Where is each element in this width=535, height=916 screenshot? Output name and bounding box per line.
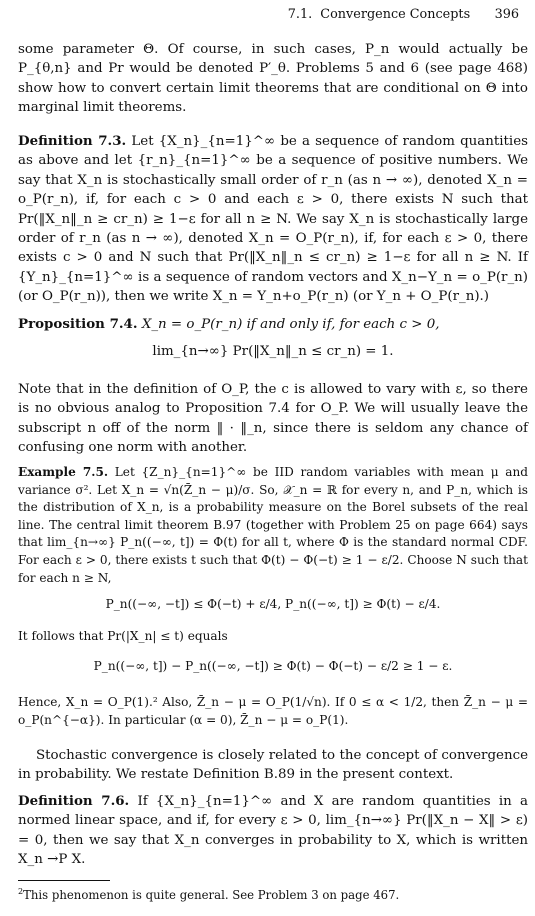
running-header	[288, 7, 519, 22]
paragraph-stochastic-text: Stochastic convergence is closely related to the concept of convergence in probability. We restate Definition B.89 in the present context.	[18, 748, 528, 783]
example-7-5-label: Example 7.5.	[18, 465, 109, 479]
footnote-text: This phenomenon is quite general. See Problem 3 on page 467.	[23, 887, 400, 902]
footnote-rule	[18, 880, 110, 881]
example-7-5-conclusion	[18, 694, 528, 729]
proposition-7-4-text: X_n = o_P(r_n) if and only if, for each c > 0,	[141, 317, 440, 332]
example-7-5	[18, 464, 528, 587]
paragraph-intro	[18, 40, 528, 118]
definition-7-6	[18, 792, 528, 870]
header-section: 7.1. Convergence Concepts	[287, 7, 471, 22]
example-7-5-text: Let {Z_n}_{n=1}^∞ be IID random variables with mean μ and variance σ². Let X_n = √n(Z̄_n − μ)/σ. So, 𝒳_n = ℝ for every n, and P_n, which is the distribution of X_n, is a probability measure on the Borel subsets of the real line. The central limit theorem B.97 (together with Problem 25 on page 664) says that lim_{n→∞} P_n((−∞, t]) = Φ(t) for all t, where Φ is the standard normal CDF. For each ε > 0, there exists t such that Φ(t) − Φ(−t) ≥ 1 − ε/2. Choose N such that for each n ≥ N,	[18, 465, 528, 585]
definition-7-3	[18, 132, 528, 307]
proposition-7-4	[18, 315, 528, 334]
paragraph-intro-text: some parameter Θ. Of course, in such cases, P_n would actually be P_{θ,n} and Pr would be denoted P′_θ. Problems 5 and 6 (see page 468) show how to convert certain limit theorems that are conditional on Θ into marginal limit theorems.	[18, 42, 528, 116]
footnote	[18, 884, 528, 903]
footnote-mark: 2	[18, 887, 24, 896]
example-7-5-conclusion-text: Hence, X_n = O_P(1).² Also, Z̄_n − μ = O_P(1/√n). If 0 ≤ α < 1/2, then Z̄_n − μ = o_P(n^{−α}). In particular (α = 0), Z̄_n − μ = o_P(1).	[18, 695, 528, 727]
proposition-7-4-label: Proposition 7.4.	[18, 316, 138, 332]
example-7-5-equation-2: P_n((−∞, t]) − P_n((−∞, −t]) ≥ Φ(t) − Φ(−t) − ε/2 ≥ 1 − ε.	[93, 659, 453, 673]
example-7-5-followup-text: It follows that Pr(|X_n| ≤ t) equals	[18, 629, 228, 643]
definition-7-6-label: Definition 7.6.	[18, 793, 130, 809]
paragraph-stochastic	[18, 746, 528, 785]
definition-7-3-text: Let {X_n}_{n=1}^∞ be a sequence of random quantities as above and let {r_n}_{n=1}^∞ be a sequence of positive numbers. We say that X_n is stochastically small order of r_n (as n → ∞), denoted X_n = o_P(r_n), if, for each c > 0 and each ε > 0, there exists N such that Pr(‖X_n‖_n ≥ cr_n) ≥ 1−ε for all n ≥ N. We say X_n is stochastically large order of r_n (as n → ∞), denoted X_n = O_P(r_n), if, for each ε > 0, there exists c > 0 and N such that Pr(‖X_n‖_n ≤ cr_n) ≥ 1−ε for all n ≥ N. If {Y_n}_{n=1}^∞ is a sequence of random vectors and X_n−Y_n = o_P(r_n) (or O_P(r_n)), then we write X_n = Y_n+o_P(r_n) (or Y_n + O_P(r_n).)	[18, 134, 529, 305]
example-7-5-equation-1: P_n((−∞, −t]) ≤ Φ(−t) + ε/4, P_n((−∞, t]) ≥ Φ(t) − ε/4.	[105, 597, 441, 611]
definition-7-3-label: Definition 7.3.	[18, 133, 127, 149]
proposition-7-4-equation: lim_{n→∞} Pr(‖X_n‖_n ≤ cr_n) = 1.	[152, 344, 394, 359]
header-page-number: 396	[494, 7, 519, 22]
example-7-5-followup	[18, 628, 528, 646]
definition-7-6-text: If {X_n}_{n=1}^∞ and X are random quantities in a normed linear space, and if, for every ε > 0, lim_{n→∞} Pr(‖X_n − X‖ > ε) = 0, then we say that X_n converges in probability to X, which is written X_n →P X.	[18, 794, 529, 868]
paragraph-note	[18, 380, 528, 458]
paragraph-note-text: Note that in the definition of O_P, the c is allowed to vary with ε, so there is no obvious analog to Proposition 7.4 for O_P. We will usually leave the subscript n off of the norm ‖ · ‖_n, since there is seldom any chance of confusing one norm with another.	[18, 382, 528, 456]
